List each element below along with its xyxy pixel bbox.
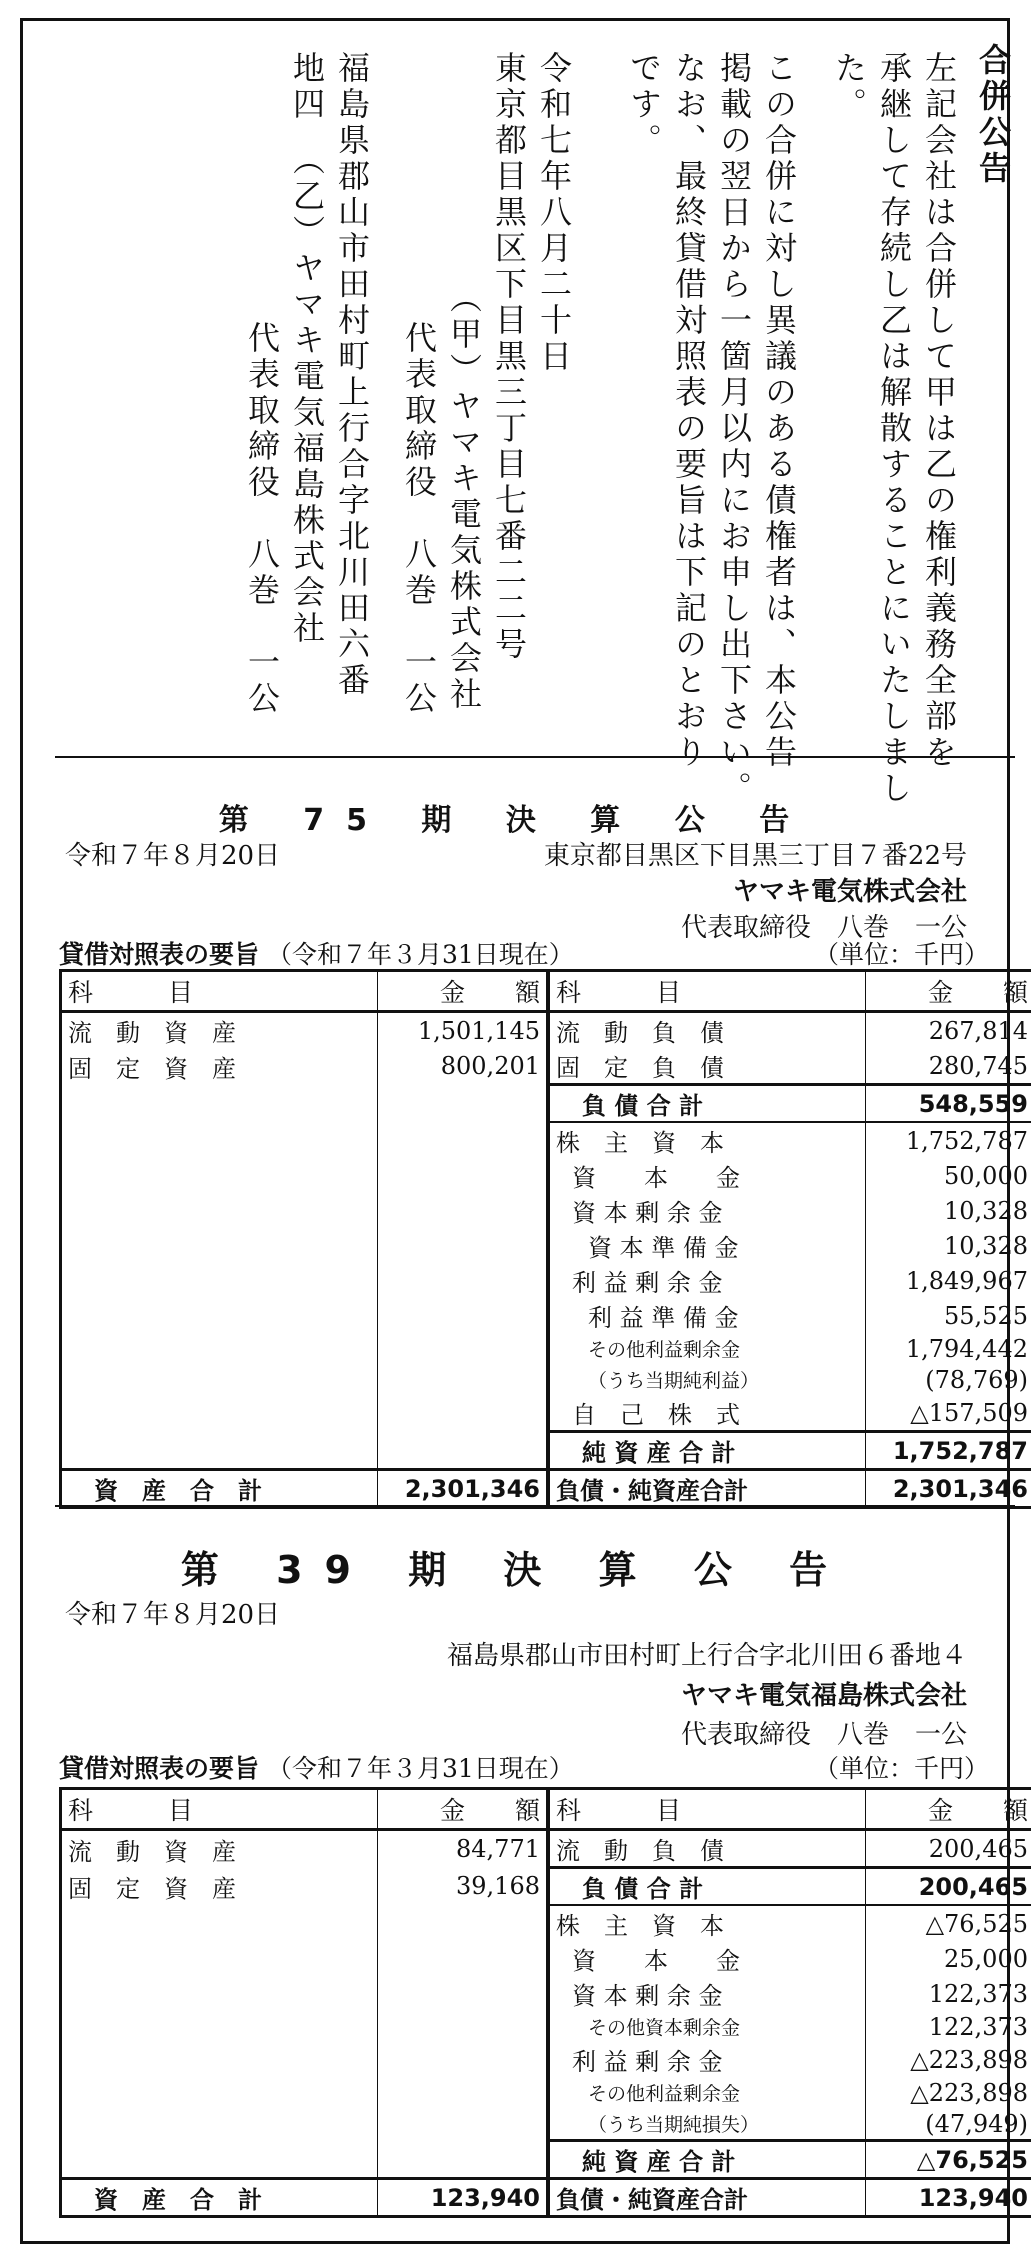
asset-value: [378, 1298, 549, 1333]
asset-value: [378, 2042, 549, 2077]
notice-line: 掲載の翌日から一箇月以内にお申し出下さい。: [715, 51, 753, 807]
header-account: 科 目: [61, 1789, 378, 1830]
liability-equity-value: 1,752,787: [866, 1122, 1031, 1158]
liability-equity-value: 50,000: [866, 1158, 1031, 1193]
subtotal-value: △76,525: [866, 2141, 1031, 2179]
subtotal-value: 200,465: [866, 1868, 1031, 1906]
liability-equity-value: 1,794,442: [866, 1333, 1031, 1364]
asset-label: [61, 1432, 378, 1470]
asset-value: [378, 2141, 549, 2179]
table-row: [61, 2011, 1031, 2042]
liability-equity-label: （うち当期純損失）: [588, 2114, 760, 2136]
asset-label: [61, 2108, 378, 2141]
header-account: 科 目: [550, 971, 866, 1012]
table-row: [61, 1868, 1031, 1906]
bs-title: 貸借対照表の要旨: [59, 1754, 260, 1783]
table-row: [61, 2141, 1031, 2179]
total-liabilities-equity-label: 負債・純資産合計: [550, 1470, 866, 1508]
table-row: [61, 1333, 1031, 1364]
liability-equity-label: 利 益 剰 余 金: [572, 1269, 723, 1297]
balance-sheet-table: [59, 1787, 1031, 2218]
representative: 代表取締役 八巻 一公: [680, 913, 967, 943]
merger-notice: [23, 21, 1012, 807]
bs-caption: [59, 935, 999, 971]
table-row: [61, 1941, 1031, 1976]
subtotal-label: 純 資 産 合 計: [550, 2141, 866, 2179]
asset-value: [378, 2077, 549, 2108]
notice-line: た。: [830, 51, 868, 123]
liability-equity-label: 利 益 準 備 金: [588, 1304, 739, 1332]
header-amount: 金 額: [378, 1789, 549, 1830]
liability-equity-value: 200,465: [866, 1830, 1031, 1868]
asset-value: 800,201: [378, 1048, 549, 1085]
subtotal-label: 負 債 合 計: [550, 1868, 866, 1906]
liability-equity-label: 資 本 金: [572, 1947, 740, 1975]
table-row: [61, 1298, 1031, 1333]
asset-value: [378, 1432, 549, 1470]
asset-value: 1,501,145: [378, 1012, 549, 1049]
asset-value: [378, 1905, 549, 1941]
asset-value: [378, 1333, 549, 1364]
asset-label: [61, 1158, 378, 1193]
asset-value: [378, 1193, 549, 1228]
notice-line: 代表取締役 八巻 一公: [400, 321, 438, 717]
table-row: [61, 1364, 1031, 1395]
notice-line: 左記会社は合併して甲は乙の権利義務全部を: [920, 51, 958, 771]
table-row: [61, 1012, 1031, 1049]
table-row: [61, 1263, 1031, 1298]
company-name: ヤマキ電気株式会社: [732, 877, 967, 907]
total-liabilities-equity-value: 123,940: [866, 2179, 1031, 2217]
company-name: ヤマキ電気福島株式会社: [680, 1681, 967, 1711]
balance-sheet-table: [59, 969, 1031, 1509]
table-row: [61, 1158, 1031, 1193]
asset-value: [378, 1122, 549, 1158]
table-row: [61, 1830, 1031, 1868]
table-row: [61, 1395, 1031, 1432]
bs-unit: （単位：千円）: [813, 1754, 989, 1783]
liability-equity-label: 資 本 準 備 金: [588, 1234, 739, 1262]
liability-equity-label: 資 本 剰 余 金: [572, 1199, 723, 1227]
table-row: [61, 1228, 1031, 1263]
liability-equity-label: （うち当期純利益）: [588, 1370, 760, 1392]
notice-line: 承継して存続し乙は解散することにいたしまし: [875, 51, 913, 807]
asset-label: [61, 1122, 378, 1158]
section-title: 第 39 期 決 算 公 告: [180, 1548, 850, 1592]
asset-label: [61, 1395, 378, 1432]
subtotal-label: 純 資 産 合 計: [550, 1432, 866, 1470]
liability-equity-value: △223,898: [866, 2042, 1031, 2077]
liability-equity-value: (47,949): [866, 2108, 1031, 2141]
notice-line: （甲）ヤマキ電気株式会社: [445, 281, 483, 713]
liability-equity-value: △157,509: [866, 1395, 1031, 1432]
table-row: [61, 1085, 1031, 1123]
notice-line: 代表取締役 八巻 一公: [243, 321, 281, 717]
liability-equity-value: (78,769): [866, 1364, 1031, 1395]
header-account: 科 目: [550, 1789, 866, 1830]
section-title: 第 75 期 決 算 公 告: [218, 803, 812, 838]
total-assets-label: 資 産 合 計: [61, 2179, 378, 2217]
liability-equity-value: 280,745: [866, 1048, 1031, 1085]
liability-equity-value: 122,373: [866, 1976, 1031, 2011]
bs-unit: （単位：千円）: [813, 940, 989, 969]
total-row: [61, 2179, 1031, 2217]
liability-equity-label: 流 動 負 債: [556, 1837, 724, 1865]
header-amount: 金 額: [866, 971, 1031, 1012]
divider: [55, 1505, 1015, 1507]
liability-equity-label: 株 主 資 本: [550, 1905, 866, 1941]
liability-equity-label: 株 主 資 本: [550, 1122, 866, 1158]
notice-frame: [20, 18, 1028, 2244]
bs-date: （令和７年３月31日現在）: [266, 1754, 574, 1783]
liability-equity-label: 資 本 剰 余 金: [572, 1982, 723, 2010]
liability-equity-value: 55,525: [866, 1298, 1031, 1333]
notice-line: です。: [625, 51, 663, 159]
header-account: 科 目: [61, 971, 378, 1012]
asset-value: [378, 1085, 549, 1123]
asset-value: [378, 1158, 549, 1193]
liability-equity-label: その他利益剰余金: [588, 1339, 741, 1361]
table-row: [61, 1122, 1031, 1158]
liability-equity-value: △223,898: [866, 2077, 1031, 2108]
total-liabilities-equity-label: 負債・純資産合計: [550, 2179, 866, 2217]
table-row: [61, 1048, 1031, 1085]
liability-equity-value: 267,814: [866, 1012, 1031, 1049]
table-row: [61, 2077, 1031, 2108]
divider: [55, 756, 1015, 758]
asset-value: [378, 1976, 549, 2011]
asset-label: [61, 1085, 378, 1123]
asset-value: [378, 1941, 549, 1976]
asset-label: [61, 2077, 378, 2108]
asset-label: [61, 1976, 378, 2011]
asset-value: [378, 1364, 549, 1395]
notice-line: 東京都目黒区下目黒三丁目七番二二号: [490, 51, 528, 663]
asset-label: [61, 2042, 378, 2077]
total-liabilities-equity-value: 2,301,346: [866, 1470, 1031, 1508]
subtotal-label: 負 債 合 計: [550, 1085, 866, 1123]
asset-label: [61, 1263, 378, 1298]
liability-equity-value: 25,000: [866, 1941, 1031, 1976]
asset-label: 流 動 資 産: [68, 1019, 236, 1047]
notice-line: 福島県郡山市田村町上行合字北川田六番: [333, 51, 371, 699]
liability-equity-value: 1,849,967: [866, 1263, 1031, 1298]
notice-line: 地四 （乙）ヤマキ電気福島株式会社: [288, 51, 326, 647]
table-row: [61, 1432, 1031, 1470]
table-row: [61, 1193, 1031, 1228]
representative: 代表取締役 八巻 一公: [680, 1720, 967, 1750]
asset-label: [61, 1298, 378, 1333]
asset-label: [61, 2141, 378, 2179]
total-assets-value: 123,940: [378, 2179, 549, 2217]
asset-value: [378, 1263, 549, 1298]
asset-label: 固 定 資 産: [68, 1054, 236, 1083]
total-assets-value: 2,301,346: [378, 1470, 549, 1508]
liability-equity-label: 利 益 剰 余 金: [572, 2048, 723, 2076]
announcement-date: 令和７年８月20日: [65, 841, 281, 871]
bs-title: 貸借対照表の要旨: [59, 940, 260, 969]
announcement-date: 令和７年８月20日: [65, 1600, 281, 1630]
liability-equity-label: 流 動 負 債: [556, 1019, 724, 1047]
notice-line: 令和七年八月二十日: [535, 51, 573, 375]
subtotal-value: 548,559: [866, 1085, 1031, 1123]
asset-label: [61, 1333, 378, 1364]
asset-value: [378, 2011, 549, 2042]
asset-value: [378, 2108, 549, 2141]
header-amount: 金 額: [378, 971, 549, 1012]
asset-label: [61, 2011, 378, 2042]
asset-label: [61, 1228, 378, 1263]
notice-heading: 合併公告: [974, 43, 1012, 187]
total-assets-label: 資 産 合 計: [61, 1470, 378, 1508]
liability-equity-label: その他資本剰余金: [588, 2017, 741, 2039]
table-row: [61, 1976, 1031, 2011]
liability-equity-value: △76,525: [866, 1905, 1031, 1941]
asset-value: 39,168: [378, 1868, 549, 1906]
total-row: [61, 1470, 1031, 1508]
notice-line: この合併に対し異議のある債権者は、本公告: [760, 51, 798, 771]
asset-value: [378, 1395, 549, 1432]
asset-label: [61, 1905, 378, 1941]
bs-date: （令和７年３月31日現在）: [266, 940, 574, 969]
asset-label: [61, 1193, 378, 1228]
notice-line: なお、最終貸借対照表の要旨は下記のとおり: [670, 51, 708, 771]
table-row: [61, 2108, 1031, 2141]
liability-equity-value: 10,328: [866, 1193, 1031, 1228]
liability-equity-value: 122,373: [866, 2011, 1031, 2042]
company-address: 福島県郡山市田村町上行合字北川田６番地４: [446, 1641, 967, 1671]
bs-caption: [59, 1749, 999, 1785]
asset-value: 84,771: [378, 1830, 549, 1868]
asset-label: [61, 1941, 378, 1976]
asset-label: 固 定 資 産: [68, 1874, 236, 1903]
liability-equity-label: 自 己 株 式: [572, 1401, 740, 1429]
asset-label: [61, 1364, 378, 1395]
liability-equity-value: 10,328: [866, 1228, 1031, 1263]
header-amount: 金 額: [866, 1789, 1031, 1830]
asset-value: [378, 1228, 549, 1263]
asset-label: 流 動 資 産: [68, 1837, 236, 1866]
subtotal-value: 1,752,787: [866, 1432, 1031, 1470]
liability-equity-label: 資 本 金: [572, 1164, 740, 1192]
table-row: [61, 2042, 1031, 2077]
liability-equity-label: その他利益剰余金: [588, 2083, 741, 2105]
company-address: 東京都目黒区下目黒三丁目７番22号: [543, 841, 967, 871]
table-row: [61, 1905, 1031, 1941]
liability-equity-label: 固 定 負 債: [556, 1054, 724, 1082]
